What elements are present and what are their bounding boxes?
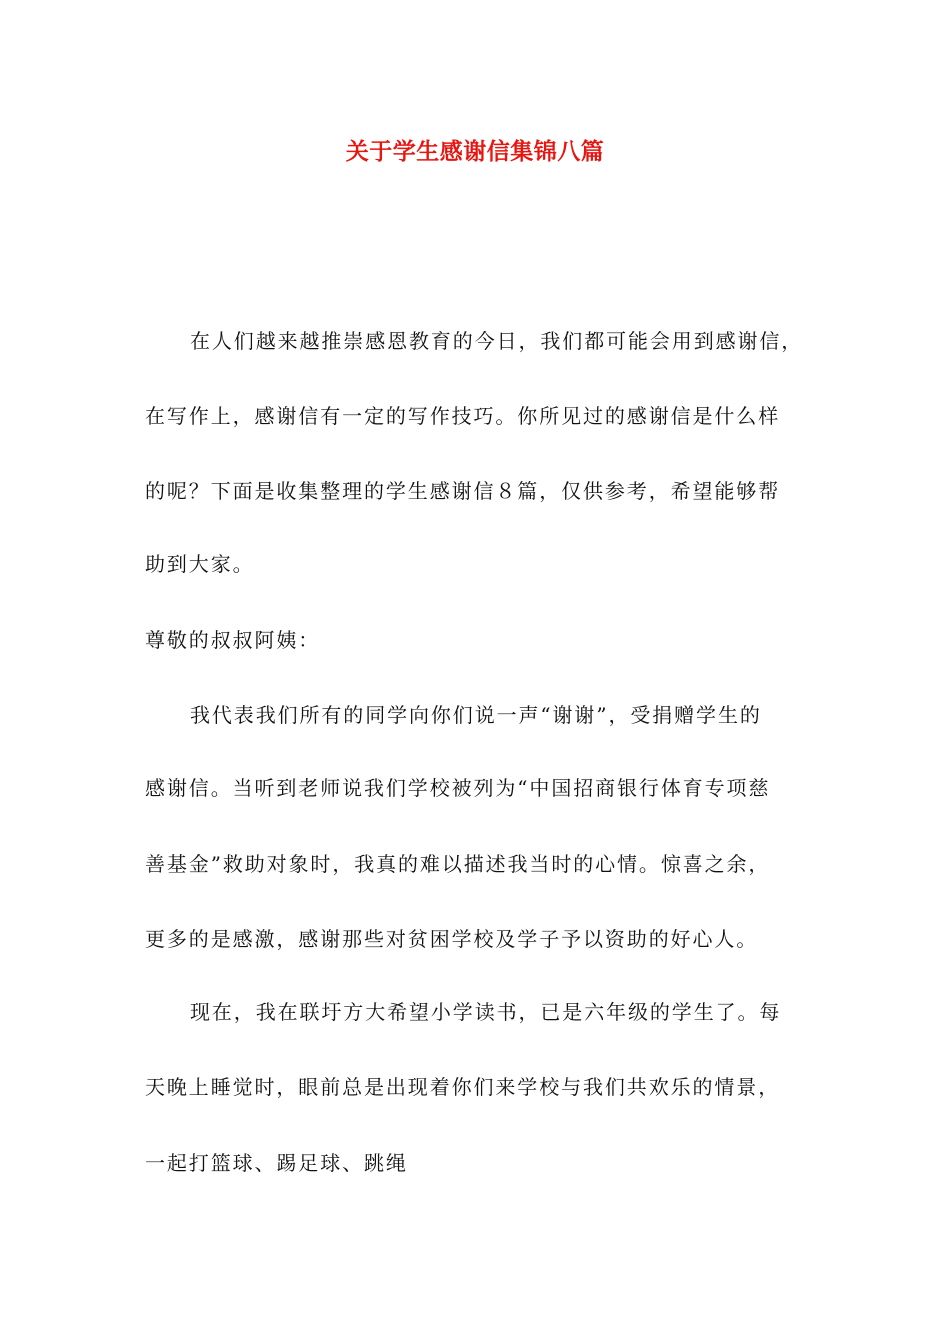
document-title: 关于学生感谢信集锦八篇 <box>345 139 605 165</box>
paragraph-line: 天晚上睡觉时，眼前总是出现着你们来学校与我们共欢乐的情景， <box>145 1075 781 1099</box>
paragraph-line: 更多的是感激，感谢那些对贫困学校及学子予以资助的好心人。 <box>145 927 759 951</box>
paragraph-line: 一起打篮球、踢足球、跳绳 <box>145 1151 408 1175</box>
paragraph-line: 善基金”救助对象时，我真的难以描述我当时的心情。惊喜之余， <box>145 852 771 876</box>
paragraph-line: 现在，我在联圩方大希望小学读书，已是六年级的学生了。每 <box>190 1000 782 1024</box>
paragraph-line: 在写作上，感谢信有一定的写作技巧。你所见过的感谢信是什么样 <box>145 404 781 428</box>
paragraph-line: 助到大家。 <box>145 552 255 576</box>
paragraph-line: 我代表我们所有的同学向你们说一声“谢谢”，受捐赠学生的 <box>190 703 762 727</box>
paragraph-line: 在人们越来越推崇感恩教育的今日，我们都可能会用到感谢信， <box>190 329 804 353</box>
paragraph-line: 感谢信。当听到老师说我们学校被列为“中国招商银行体育专项慈 <box>145 776 771 800</box>
paragraph-line: 的呢？下面是收集整理的学生感谢信８篇，仅供参考，希望能够帮 <box>145 479 781 503</box>
salutation-line: 尊敬的叔叔阿姨： <box>145 628 321 652</box>
